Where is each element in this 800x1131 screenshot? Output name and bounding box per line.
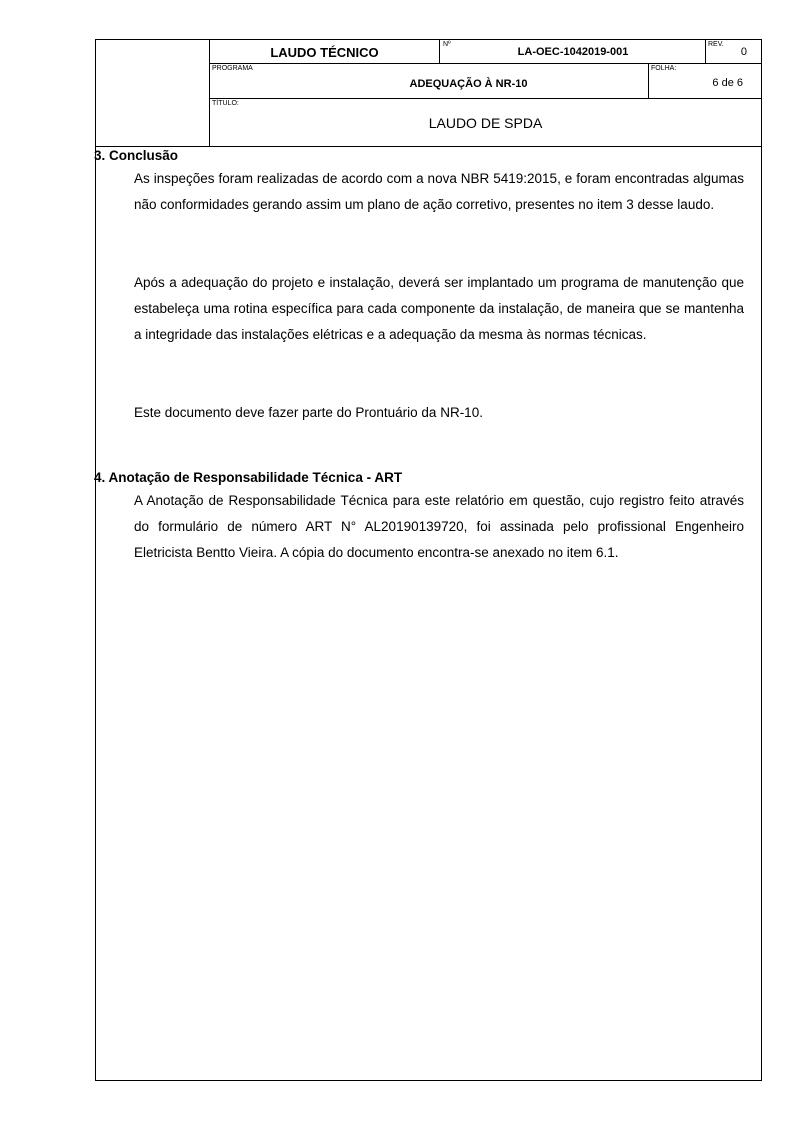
paragraph: A Anotação de Responsabilidade Técnica para este relatório em questão, cujo registro feito através do formulário de número ART N° AL20190139720, foi assinada pelo profissional Engenheiro Eletricista Bentto Vieira. A cópia do documento encontra-se anexado no item 6.1.: [134, 493, 744, 560]
rev-value: 0: [740, 46, 747, 58]
program-value: ADEQUAÇÃO À NR-10: [409, 78, 528, 90]
sheet-label: FOLHA:: [651, 65, 677, 72]
header-row-title: [210, 99, 761, 146]
divider: [439, 40, 440, 64]
rev-label: REV.: [708, 41, 724, 48]
divider: [648, 64, 649, 99]
paragraph: Após a adequação do projeto e instalação, deverá ser implantado um programa de manutenção que estabeleça uma rotina específica para cada componente da instalação, de maneira que se mantenha a integridade das instalações elétricas e a adequação da mesma às normas técnicas.: [134, 275, 744, 342]
number-label: Nº: [443, 41, 451, 48]
doc-type: LAUDO TÉCNICO: [270, 45, 379, 60]
paragraph: As inspeções foram realizadas de acordo com a nova NBR 5419:2015, e foram encontradas algumas não conformidades gerando assim um plano de ação corretivo, presentes no item 3 desse laudo.: [134, 171, 744, 212]
program-label: PROGRAMA: [212, 65, 253, 72]
title-value: LAUDO DE SPDA: [428, 115, 543, 131]
sheet-value: 6 de 6: [712, 77, 743, 89]
paragraph: Este documento deve fazer parte do Prontuário da NR-10.: [134, 405, 483, 420]
logo-cell: [96, 40, 210, 146]
section-heading-conclusao: 3. Conclusão: [94, 148, 179, 163]
doc-number: LA-OEC-1042019-001: [517, 46, 629, 58]
page-frame: [95, 39, 762, 1081]
divider: [705, 40, 706, 64]
title-label: TÍTULO:: [212, 100, 239, 107]
header-row-doc: [210, 40, 761, 64]
title-block: [96, 40, 761, 147]
header-row-program: [210, 64, 761, 99]
section-heading-art: 4. Anotação de Responsabilidade Técnica - ART: [94, 470, 403, 485]
